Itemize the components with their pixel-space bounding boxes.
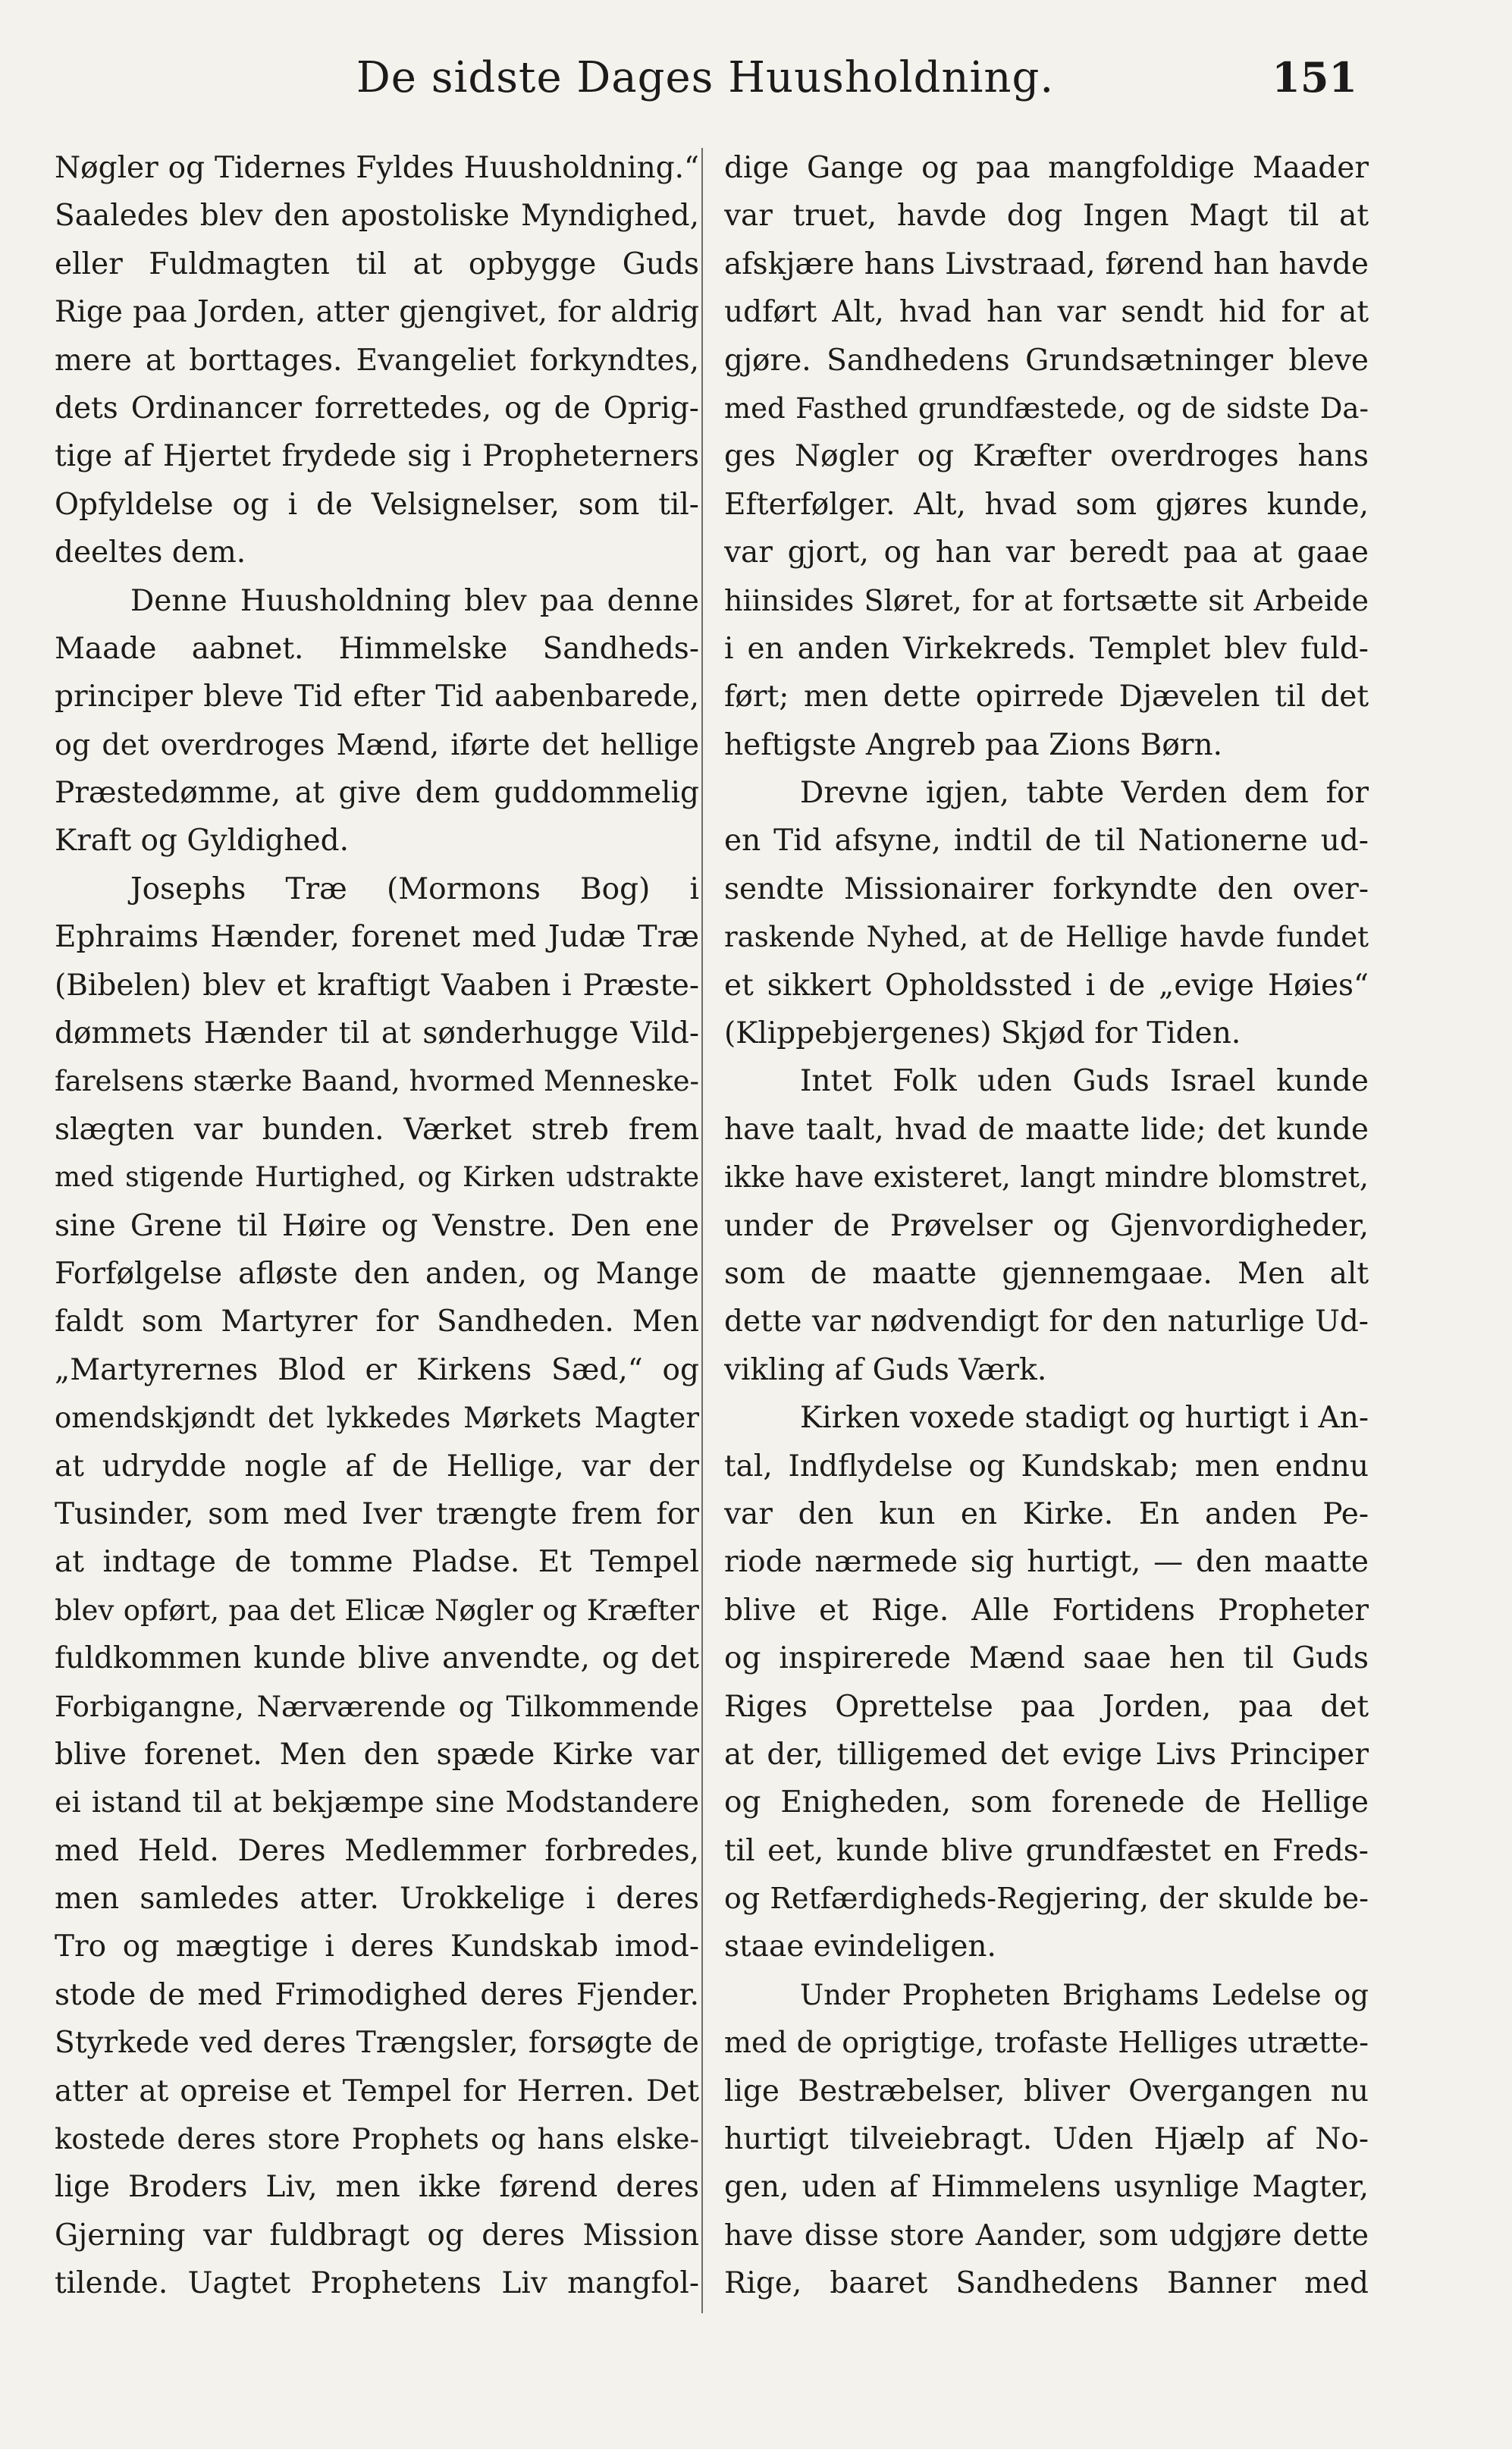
text-line: eller Fuldmagten til at opbygge Guds	[55, 246, 699, 281]
text-line: (Bibelen) blev et kraftigt Vaaben i Præste-	[55, 968, 699, 1003]
text-line: blev opført, paa det Elicæ Nøgler og Kræfter	[55, 1593, 699, 1627]
text-line: Drevne igjen, tabte Verden dem for	[800, 776, 1369, 811]
text-line: Styrkede ved deres Trængsler, forsøgte de	[55, 2026, 699, 2061]
text-line: sine Grene til Høire og Venstre. Den ene	[55, 1208, 699, 1243]
text-line: Maade aabnet. Himmelske Sandheds-	[55, 631, 699, 666]
text-line: Under Propheten Brighams Ledelse og	[800, 1978, 1369, 2011]
text-line: lige Broders Liv, men ikke førend deres	[55, 2170, 699, 2205]
text-line: Riges Oprettelse paa Jorden, paa det	[724, 1689, 1369, 1724]
text-line: tal, Indflydelse og Kundskab; men endnu	[724, 1449, 1369, 1484]
text-line: et sikkert Opholdssted i de „evige Høies“	[724, 968, 1369, 1003]
text-line: Nøgler og Tidernes Fyldes Huusholdning.“	[55, 151, 699, 185]
text-line: Ephraims Hænder, forenet med Judæ Træ	[55, 920, 699, 955]
text-line: i en anden Virkekreds. Templet blev fuld-	[724, 631, 1369, 666]
text-line: dige Gange og paa mangfoldige Maader	[724, 151, 1369, 185]
text-line: udført Alt, hvad han var sendt hid for at	[724, 295, 1369, 330]
text-line: vikling af Guds Værk.	[724, 1352, 1047, 1387]
text-line: til eet, kunde blive grundfæstet en Freds-	[724, 1833, 1369, 1868]
text-line: blive et Rige. Alle Fortidens Propheter	[724, 1593, 1369, 1628]
text-line: gen, uden af Himmelens usynlige Magter,	[724, 2170, 1369, 2205]
text-line: som de maatte gjennemgaae. Men alt	[724, 1256, 1369, 1291]
text-line: Rige paa Jorden, atter gjengivet, for aldrig	[55, 295, 699, 330]
text-line: lige Bestræbelser, bliver Overgangen nu	[724, 2074, 1369, 2108]
text-line: Tro og mægtige i deres Kundskab imod-	[55, 1929, 699, 1964]
left-text-column	[55, 144, 699, 2308]
text-line: slægten var bunden. Værket streb frem	[55, 1112, 699, 1147]
text-line: og Enigheden, som forenede de Hellige	[724, 1785, 1369, 1820]
text-line: mere at borttages. Evangeliet forkyndtes,	[55, 343, 699, 378]
text-line: Præstedømme, at give dem guddommelig	[55, 776, 699, 811]
text-line: Gjerning var fuldbragt og deres Mission	[55, 2218, 699, 2253]
text-line: omendskjøndt det lykkedes Mørkets Magter	[55, 1402, 699, 1435]
text-line: tilende. Uagtet Prophetens Liv mangfol-	[55, 2266, 699, 2301]
text-line: (Klippebjergenes) Skjød for Tiden.	[724, 1016, 1241, 1051]
text-line: Tusinder, som med Iver trængte frem for	[55, 1496, 699, 1531]
text-line: Saaledes blev den apostoliske Myndighed,	[55, 199, 699, 234]
column-divider	[701, 148, 703, 2313]
text-line: dets Ordinancer forrettedes, og de Oprig-	[55, 391, 699, 425]
right-text-column	[724, 144, 1369, 2308]
text-line: Rige, baaret Sandhedens Banner med	[724, 2266, 1369, 2301]
text-line: med stigende Hurtighed, og Kirken udstrakte	[55, 1162, 699, 1194]
text-line: med de oprigtige, trofaste Helliges utrætte-	[724, 2026, 1369, 2060]
text-line: var gjort, og han var beredt paa at gaae	[724, 535, 1369, 570]
text-line: „Martyrernes Blod er Kirkens Sæd,“ og	[55, 1352, 699, 1387]
text-line: en Tid afsyne, indtil de til Nationerne ud-	[724, 824, 1369, 859]
running-title: De sidste Dages Huusholdning.	[356, 53, 1055, 102]
text-line: riode nærmede sig hurtigt, — den maatte	[724, 1545, 1369, 1580]
text-line: farelsens stærke Baand, hvormed Menneske-	[55, 1065, 699, 1098]
text-line: at indtage de tomme Pladse. Et Tempel	[55, 1545, 699, 1580]
text-line: med Fasthed grundfæstede, og de sidste Da-	[724, 391, 1369, 425]
text-line: ei istand til at bekjæmpe sine Modstandere	[55, 1785, 699, 1819]
text-line: hiinsides Sløret, for at fortsætte sit Arbeide	[724, 583, 1369, 617]
text-line: deeltes dem.	[55, 535, 246, 570]
text-line: ikke have existeret, langt mindre blomstret,	[724, 1160, 1369, 1195]
text-line: Forbigangne, Nærværende og Tilkommende	[55, 1690, 699, 1723]
running-header	[53, 47, 1357, 115]
text-line: stode de med Frimodighed deres Fjender.	[55, 1977, 699, 2012]
text-line: principer bleve Tid efter Tid aabenbarede,	[55, 680, 699, 714]
text-line: blive forenet. Men den spæde Kirke var	[55, 1737, 699, 1772]
text-line: var den kun en Kirke. En anden Pe-	[724, 1496, 1369, 1531]
text-line: hurtigt tilveiebragt. Uden Hjælp af No-	[724, 2122, 1369, 2157]
text-line: dømmets Hænder til at sønderhugge Vild-	[55, 1016, 699, 1051]
text-line: have taalt, hvad de maatte lide; det kunde	[724, 1112, 1369, 1147]
text-line: at der, tilligemed det evige Livs Principer	[724, 1737, 1369, 1772]
text-line: tige af Hjertet frydede sig i Propheterners	[55, 439, 699, 474]
text-line: afskjære hans Livstraad, førend han havde	[724, 246, 1369, 281]
text-line: og inspirerede Mænd saae hen til Guds	[724, 1641, 1369, 1676]
page-number: 151	[1272, 53, 1357, 102]
text-line: og det overdroges Mænd, iførte det hellige	[55, 727, 699, 761]
text-line: med Held. Deres Medlemmer forbredes,	[55, 1833, 699, 1868]
text-line: fuldkommen kunde blive anvendte, og det	[55, 1641, 699, 1676]
text-line: kostede deres store Prophets og hans elske-	[55, 2123, 699, 2156]
text-line: men samledes atter. Urokkelige i deres	[55, 1882, 699, 1917]
text-line: heftigste Angreb paa Zions Børn.	[724, 727, 1222, 762]
text-line: Intet Folk uden Guds Israel kunde	[800, 1064, 1369, 1099]
text-line: Kraft og Gyldighed.	[55, 824, 350, 859]
text-line: ges Nøgler og Kræfter overdroges hans	[724, 439, 1369, 474]
text-line: Kirken voxede stadigt og hurtigt i An-	[800, 1401, 1369, 1436]
text-line: Forfølgelse afløste den anden, og Mange	[55, 1256, 699, 1291]
text-line: sendte Missionairer forkyndte den over-	[724, 871, 1369, 906]
text-line: Denne Huusholdning blev paa denne	[130, 583, 699, 618]
text-line: atter at opreise et Tempel for Herren. Det	[55, 2074, 699, 2108]
text-line: og Retfærdigheds-Regjering, der skulde be-	[724, 1882, 1369, 1916]
text-line: Opfyldelse og i de Velsignelser, som til-	[55, 487, 699, 522]
text-line: dette var nødvendigt for den naturlige Ud-	[724, 1305, 1369, 1339]
text-line: Efterfølger. Alt, hvad som gjøres kunde,	[724, 487, 1369, 522]
text-line: have disse store Aander, som udgjøre dette	[724, 2218, 1369, 2252]
text-line: faldt som Martyrer for Sandheden. Men	[55, 1305, 699, 1339]
text-line: under de Prøvelser og Gjenvordigheder,	[724, 1208, 1369, 1243]
text-line: ført; men dette opirrede Djævelen til det	[724, 680, 1369, 714]
text-line: at udrydde nogle af de Hellige, var der	[55, 1449, 699, 1484]
text-line: gjøre. Sandhedens Grundsætninger bleve	[724, 343, 1369, 378]
text-line: var truet, havde dog Ingen Magt til at	[724, 199, 1369, 234]
text-line: raskende Nyhed, at de Hellige havde fundet	[724, 921, 1369, 954]
text-line: Josephs Træ (Mormons Bog) i	[130, 871, 699, 906]
text-line: staae evindeligen.	[724, 1929, 996, 1964]
